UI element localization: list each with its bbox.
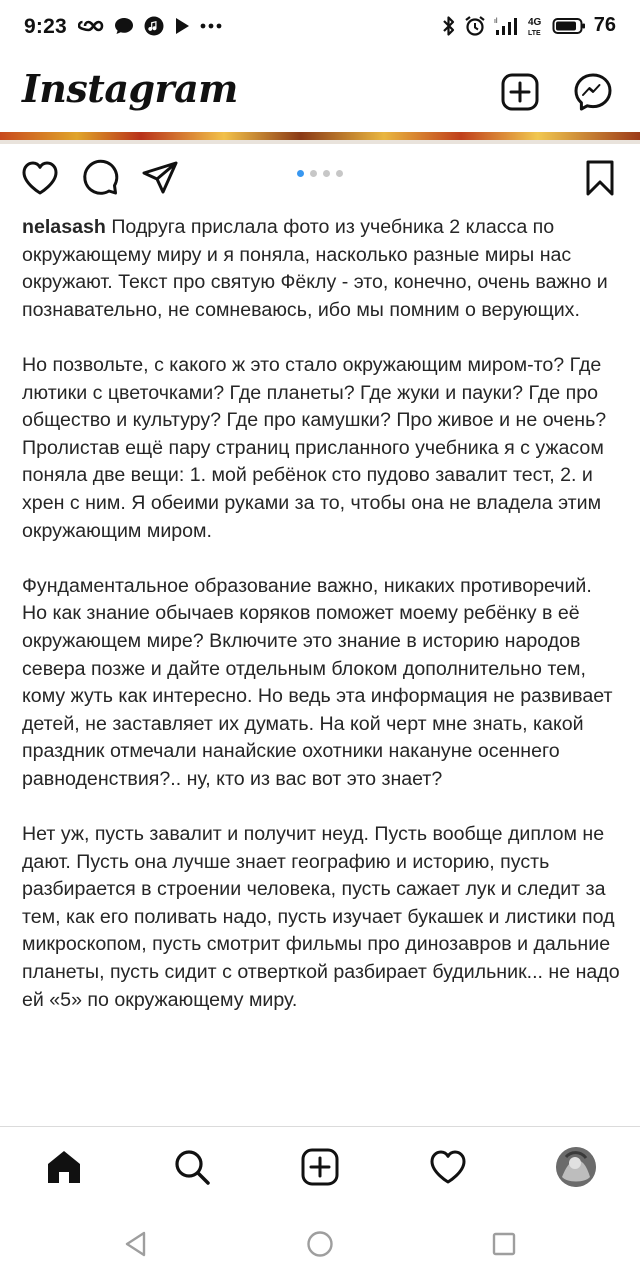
profile-avatar[interactable]	[556, 1147, 596, 1187]
carousel-dot	[323, 170, 330, 177]
bottom-navigation	[0, 1126, 640, 1207]
alarm-icon	[464, 15, 486, 37]
recents-icon[interactable]	[490, 1230, 518, 1258]
post-actions	[0, 150, 640, 206]
infinity-icon	[78, 18, 104, 34]
system-navigation	[0, 1206, 640, 1280]
home-circle-icon[interactable]	[306, 1230, 334, 1258]
share-icon[interactable]	[140, 158, 180, 198]
instagram-logo[interactable]: Instagram	[22, 66, 238, 111]
caption-paragraph: Но позвольте, с какого ж это стало окружающим миром-то? Где лютики с цветочками? Где планеты? Где жуки и пауки? Где про общество и культуру? Где про камушки? Про живое и не очень? Пролистав ещё пару страниц присланного учебника я с ужасом поняла две вещи: 1. мой ребёнок сто пудово завалит тест, 2. и хрен с ним. Я обеими руками за то, чтобы она не владела этим окружающим миром.	[22, 353, 607, 542]
post-image-edge	[0, 140, 640, 144]
svg-text:4G: 4G	[527, 16, 542, 28]
carousel-dot	[336, 170, 343, 177]
save-icon[interactable]	[580, 158, 620, 198]
play-icon	[174, 17, 190, 35]
caption-paragraph	[22, 214, 622, 324]
post-image[interactable]	[0, 132, 640, 140]
avatar-image	[556, 1147, 596, 1187]
search-icon[interactable]	[172, 1147, 212, 1187]
carousel-dot	[310, 170, 317, 177]
back-icon[interactable]	[122, 1230, 150, 1258]
caption-paragraph: Нет уж, пусть завалит и получит неуд. Пусть вообще диплом не дают. Пусть она лучше знает географию и историю, пусть разбирается в строении человека, пусть сажает лук и следит за тем, как его поливать надо, пусть изучает букашек и листики под микроскопом, пусть смотрит фильмы про динозавров и дальние планеты, пусть сидит с отверткой разбирает будильник... не надо ей «5» по окружающему миру.	[22, 823, 620, 1011]
status-right	[442, 14, 616, 37]
status-time: 9:23	[24, 15, 67, 38]
post-caption	[22, 214, 622, 1042]
carousel-dot	[297, 170, 304, 177]
battery-percent: 76	[593, 14, 616, 36]
status-bar	[0, 0, 640, 56]
more-dots-icon	[200, 23, 222, 29]
4g-lte-icon	[528, 15, 544, 37]
home-icon[interactable]	[44, 1147, 84, 1187]
post-username[interactable]: nelasash	[22, 216, 106, 238]
new-post-icon[interactable]	[500, 72, 540, 112]
chat-bubble-icon	[114, 16, 134, 36]
battery-icon	[552, 16, 586, 36]
app-header	[0, 60, 640, 130]
svg-text:LTE: LTE	[527, 29, 541, 37]
carousel-indicator	[297, 170, 343, 177]
svg-text:ıl: ıl	[493, 17, 498, 25]
bluetooth-icon	[442, 15, 456, 37]
caption-paragraph: Фундаментальное образование важно, никаких противоречий. Но как знание обычаев коряков поможет моему ребёнку в её окружающем мире? Включите это знание в историю народов севера позже и дайте отдельным блоком дополнительно тем, кому жуть как интересно. Но ведь эта информация не развивает детей, не заставляет их думать. На кой черт мне знать, какой праздник отмечали нанайские охотники накануне осеннего равноденствия?.. ну, кто из вас вот это знает?	[22, 574, 613, 790]
caption-text: Подруга прислала фото из учебника 2 класса по окружающему миру и я поняла, насколько разные миры нас окружают. Текст про святую Фёклу - это, конечно, очень важно и познавательно, не сомневаюсь, ибо мы помним о верующих.	[22, 216, 608, 321]
comment-icon[interactable]	[80, 158, 120, 198]
notification-icons	[78, 16, 222, 36]
signal-icon	[494, 16, 520, 36]
messenger-icon[interactable]	[573, 72, 613, 112]
activity-heart-icon[interactable]	[428, 1147, 468, 1187]
like-icon[interactable]	[20, 158, 60, 198]
music-icon	[144, 16, 164, 36]
create-icon[interactable]	[300, 1147, 340, 1187]
